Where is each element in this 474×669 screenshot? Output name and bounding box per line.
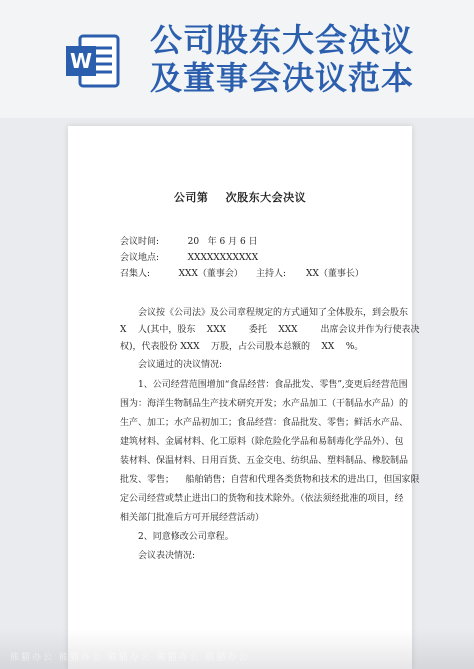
body-line: 相关部门批准后方可开展经营活动） — [120, 513, 265, 523]
watermark-strip — [0, 629, 474, 669]
convener: 召集人: XXX（董事会） — [120, 269, 243, 279]
word-document-icon — [64, 32, 122, 90]
body-line: 生产、加工；水产品初加工；食品经营：食品批发、零售；鲜活水产品、 — [120, 418, 409, 428]
body-line: 权)，代表股份 XXX 万股，占公司股本总额的 XX %。 — [120, 342, 364, 352]
body-line: 建筑材料、金属材料、化工原料（除危险化学品和易制毒化学品外）、包 — [120, 437, 404, 447]
body-line: 会议表决情况: — [138, 551, 196, 561]
host: 主持人: XX（董事长） — [256, 269, 364, 279]
svg-text:W: W — [69, 49, 93, 73]
document-title: 公司第 次股东大会决议 — [173, 191, 307, 204]
meeting-place: 会议地点: XXXXXXXXXXX — [120, 253, 259, 263]
body-line: X 人(其中，股东 XXX 委托 XXX 出席会议并作为行使表决 — [120, 325, 420, 335]
page-title-line-1: 公司股东大会决议 — [150, 21, 415, 59]
body-line: 会议通过的决议情况: — [138, 360, 223, 370]
body-line: 定公司经营或禁止进出口的货物和技术除外。（依法须经批准的项目，经 — [120, 494, 404, 504]
document-page — [68, 126, 420, 669]
meeting-time: 会议时间: 20 年 6 月 6 日 — [120, 237, 258, 247]
body-line: 2、同意修改公司章程。 — [138, 532, 234, 542]
body-line: 装材料、保温材料、日用百货、五金交电、纺织品、塑料制品、橡胶制品 — [120, 456, 409, 466]
body-line: 围为：海洋生物制品生产技术研究开发；水产品加工（干制品水产品）的 — [120, 399, 409, 409]
body-line: 会议按《公司法》及公司章程规定的方式通知了全体股东，到会股东 — [138, 308, 409, 318]
watermark-text: 熊猫办公 熊猫办公 熊猫办公 熊猫办公 熊猫办公 — [10, 653, 250, 663]
body-line: 批发、零售； 船舶销售；自营和代理各类货物和技术的进出口，但国家限 — [120, 475, 420, 485]
banner-header — [0, 0, 474, 118]
page-title-line-2: 及董事会决议范本 — [150, 59, 415, 97]
body-line: 1、公司经营范围增加“食品经营：食品批发、零售”,变更后经营范围 — [138, 380, 408, 390]
